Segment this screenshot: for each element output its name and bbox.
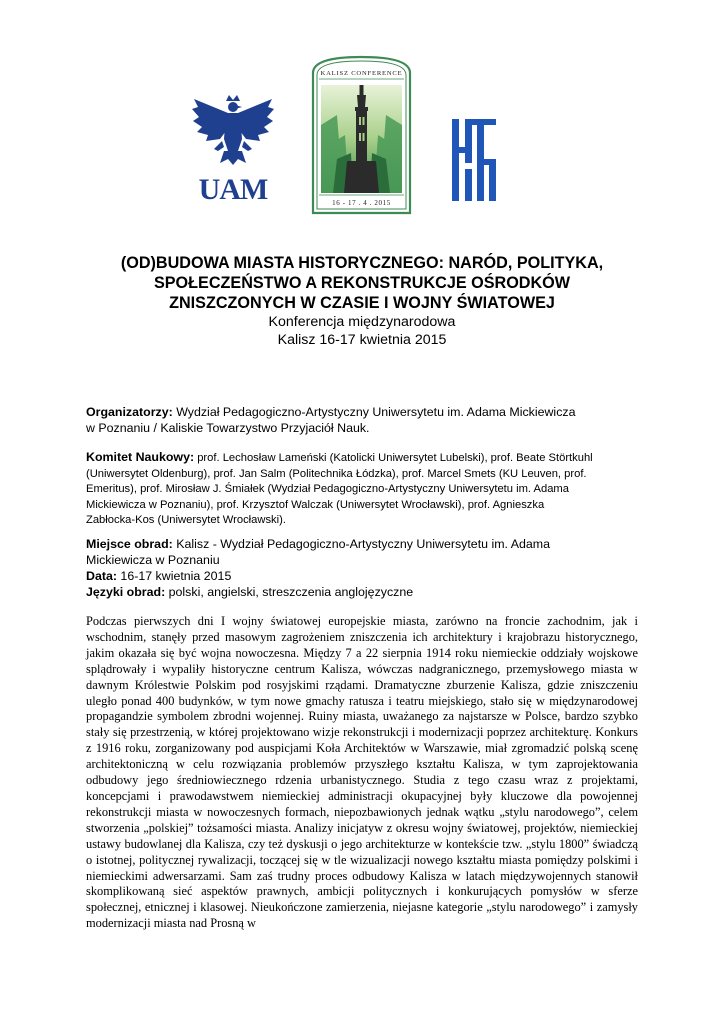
committee-line-4: Mickiewicza w Poznaniu), prof. Krzysztof Walczak (Uniwersytet Wrocławski), prof. Agnieszka — [86, 498, 545, 511]
kalisz-logo-date-text: 16 - 17 . 4 . 2015 — [332, 199, 391, 207]
date-label: Data: — [86, 569, 117, 583]
title-line-1: (OD)BUDOWA MIASTA HISTORYCZNEGO: NARÓD, POLITYKA, — [120, 254, 604, 272]
body-paragraph: Podczas pierwszych dni I wojny światowej europejskie miasta, zarówno na froncie zachodnim, jak i wschodnim, stanęły przed masowym zagrożeniem zniszczenia ich architektury i krajobrazu historycznego, jakim okazała się być wojna nowoczesna. Między 7 a 22 sierpnia 1914 roku niemieckie oddziały wojskowe splądrowały i wypaliły historyczne centrum Kalisza, wówczas nadgranicznego, przemysłowego miasta w dawnym Królestwie Polskim pod rosyjskimi rządami. Dramatyczne zburzenie Kalisza, gdzie zniszczeniu uległo ponad 400 budynków, w tym nowe gmachy ratusza i teatru miejskiego, stało się w międzynarodowej propagandzie symbolem zbrodni wojennej. Ruiny miasta, uważanego za najstarsze w Polsce, bardzo szybko stały się przestrzenią, w której projektowano wizje rekonstrukcji i modernizacji poprzez architekturę. Konkurs z 1916 roku, zorganizowany pod auspicjami Koła Architektów w Warszawie, miał zgromadzić polską scenę architektoniczną w celu rozwiązania problemów przyszłego kształtu Kalisza, w tym zaprojektowania odbudowy jego średniowiecznego rdzenia urbanistycznego. Studia z tego czasu wraz z projektami, koncepcjami i prawodawstwem niemieckiej administracji okupacyjnej były kluczowe dla powojennej rekonstrukcji miasta w nowoczesnych formach, niepozbawionych jednak wątku „stylu narodowego”, celem stworzenia „polskiej” tożsamości miasta. Analizy inicjatyw z okresu wojny światowej, projektów, niemieckiej ustawy budowlanej dla Kalisza, czy też dyskusji o jego architekturze w kontekście tzw. „stylu 1800” świadczą o istotnej, politycznej rywalizacji, toczącej się w tle wizualizacji nowego kształtu miasta pomiędzy polskimi i niemieckimi adwersarzami. Sam zaś trudny proces odbudowy Kalisza w latach międzywojennych stanowił skomplikowaną sieć aspektów prawnych, ambicji politycznych i konkurujących pomysłów w sferze społecznej, etnicznej i klasowej. Nieukończone zamierzenia, niejasne kategorie „stylu narodowego” i zamysły modernizacji miasta nad Prosną w — [86, 614, 638, 931]
logo-row — [0, 55, 724, 225]
organizers-label: Organizatorzy: — [86, 405, 173, 419]
committee-line-2: (Uniwersytet Oldenburg), prof. Jan Salm (Politechnika Łódzka), prof. Marcel Smets (KU Leuven, prof. — [86, 467, 587, 480]
scientific-committee — [86, 449, 646, 529]
kalisz-logo-top-text: KALISZ CONFERENCE — [320, 70, 403, 77]
organizers-line-1: Wydział Pedagogiczno-Artystyczny Uniwersytetu im. Adama Mickiewicza — [172, 405, 576, 419]
committee-line-5: Zabłocka-Kos (Uniwersytet Wrocławski). — [86, 514, 286, 526]
title-line-2: SPOŁECZEŃSTWO A REKONSTRUKCJE OŚRODKÓW — [153, 274, 571, 292]
organizers — [86, 404, 646, 436]
uam-logo-text: UAM — [198, 173, 268, 205]
committee-label: Komitet Naukowy: — [86, 450, 195, 464]
title-block — [80, 253, 644, 349]
uam-logo — [190, 95, 276, 205]
conference-place-date: Kalisz 16-17 kwietnia 2015 — [277, 332, 447, 348]
venue-line-1: Kalisz - Wydział Pedagogiczno-Artystyczny Uniwersytetu im. Adama — [172, 537, 551, 551]
languages-label: Języki obrad: — [86, 585, 166, 599]
kalisz-conference-logo — [307, 55, 416, 215]
committee-line-3: Emeritus), prof. Mirosław J. Śmiałek (Wydział Pedagogiczno-Artystyczny Uniwersytetu im. Adama — [86, 483, 569, 495]
date-value: 16-17 kwietnia 2015 — [116, 569, 232, 583]
htn-logo — [450, 119, 498, 201]
conference-type: Konferencja międzynarodowa — [268, 314, 456, 330]
venue-label: Miejsce obrad: — [86, 537, 173, 551]
venue-block — [86, 536, 646, 600]
organizers-line-2: w Poznaniu / Kaliskie Towarzystwo Przyjaciół Nauk. — [86, 421, 370, 435]
title-line-3: ZNISZCZONYCH W CZASIE I WOJNY ŚWIATOWEJ — [169, 294, 555, 312]
languages-value: polski, angielski, streszczenia anglojęzyczne — [165, 585, 414, 599]
committee-line-1: prof. Lechosław Lameński (Katolicki Uniwersytet Lubelski), prof. Beate Störtkuhl — [194, 452, 593, 464]
venue-line-2: Mickiewicza w Poznaniu — [86, 553, 220, 567]
